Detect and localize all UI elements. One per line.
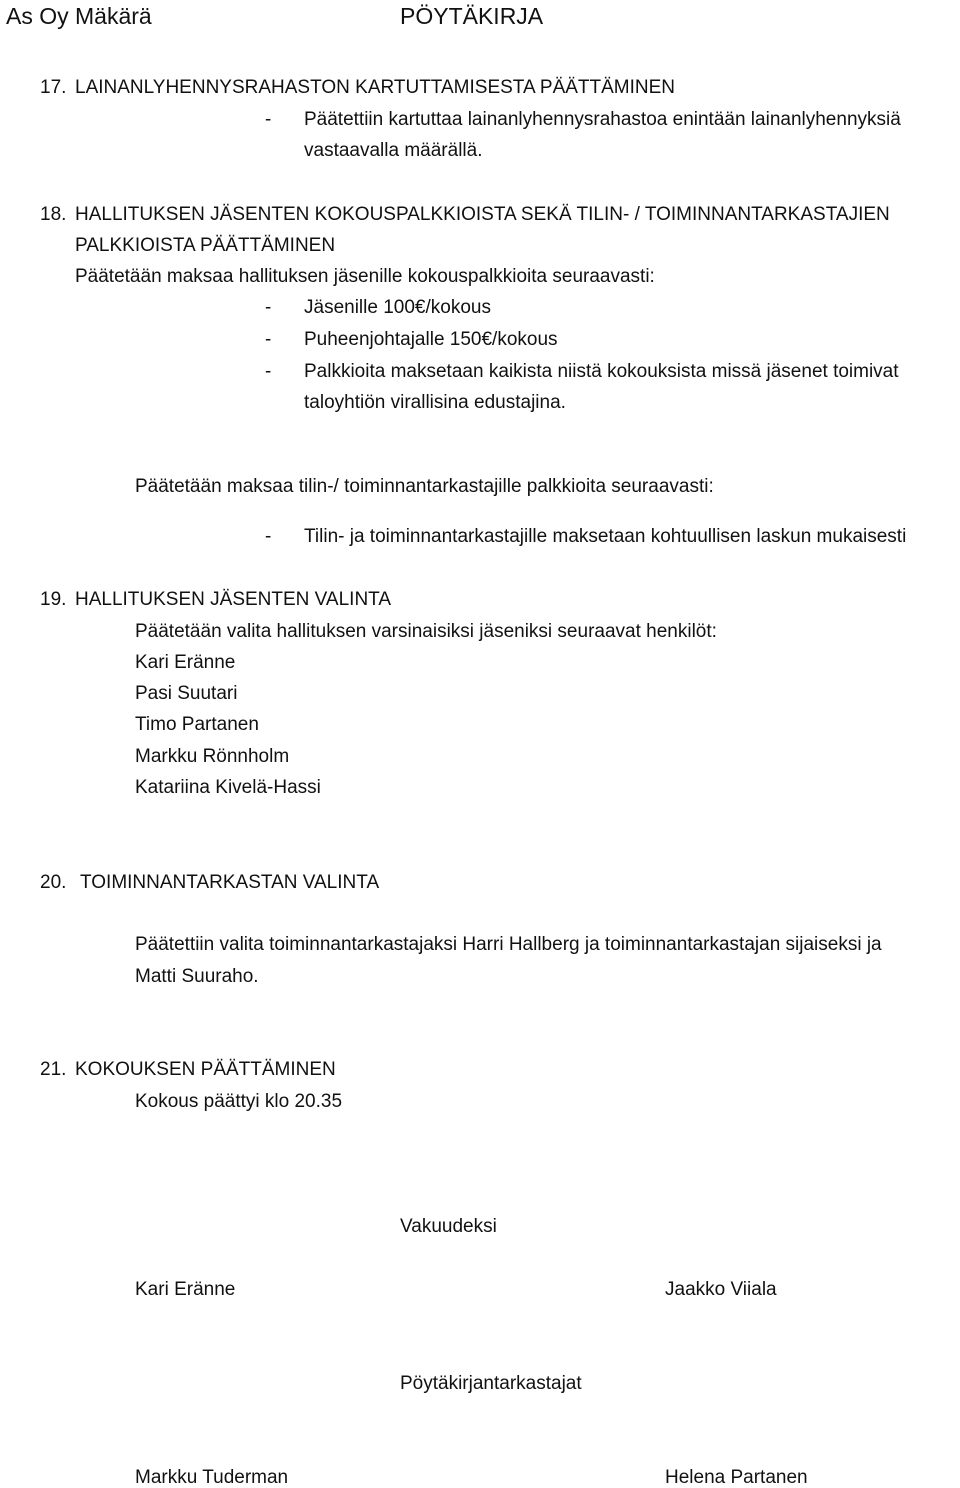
section-title: LAINANLYHENNYSRAHASTON KARTUTTAMISESTA PÄÄTTÄMINEN xyxy=(75,77,676,98)
section-title: HALLITUKSEN JÄSENTEN KOKOUSPALKKIOISTA SEKÄ TILIN- / TOIMINNANTARKASTAJIEN xyxy=(75,204,890,225)
bullet-text: Palkkioita maksetaan kaikista niistä kokouksista missä jäsenet toimivat xyxy=(304,361,899,382)
section-number: 17. xyxy=(40,77,67,98)
bullet-dash: - xyxy=(265,109,272,130)
section-title: HALLITUKSEN JÄSENTEN VALINTA xyxy=(75,589,392,610)
signatory-name: Jaakko Viiala xyxy=(665,1279,777,1300)
checkers-label: Pöytäkirjantarkastajat xyxy=(400,1373,582,1394)
bullet-text: Jäsenille 100€/kokous xyxy=(304,297,491,318)
bullet-text-continued: vastaavalla määrällä. xyxy=(304,140,483,161)
member-name: Markku Rönnholm xyxy=(135,746,290,767)
bullet-dash: - xyxy=(265,361,272,382)
checker-name: Helena Partanen xyxy=(665,1467,808,1488)
bullet-dash: - xyxy=(265,297,272,318)
section-title: KOKOUKSEN PÄÄTTÄMINEN xyxy=(75,1059,336,1080)
signatory-name: Kari Eränne xyxy=(135,1279,236,1300)
section-number: 19. xyxy=(40,589,67,610)
section-title: TOIMINNANTARKASTAN VALINTA xyxy=(80,872,380,893)
member-name: Kari Eränne xyxy=(135,652,236,673)
paragraph-intro: Päätetään valita hallituksen varsinaisiksi jäseniksi seuraavat henkilöt: xyxy=(135,621,717,642)
bullet-text: Puheenjohtajalle 150€/kokous xyxy=(304,329,558,350)
company-name: As Oy Mäkärä xyxy=(6,3,152,29)
paragraph-intro: Päätetään maksaa hallituksen jäsenille kokouspalkkioita seuraavasti: xyxy=(75,266,655,287)
bullet-text: Päätettiin kartuttaa lainanlyhennysrahastoa enintään lainanlyhennyksiä xyxy=(304,109,901,130)
section-number: 21. xyxy=(40,1059,67,1080)
paragraph: Päätettiin valita toiminnantarkastajaksi Harri Hallberg ja toiminnantarkastajan sijaiseksi ja xyxy=(135,934,882,955)
section-title-continued: PALKKIOISTA PÄÄTTÄMINEN xyxy=(75,235,336,256)
bullet-dash: - xyxy=(265,526,272,547)
section-number: 18. xyxy=(40,204,67,225)
paragraph: Kokous päättyi klo 20.35 xyxy=(135,1091,343,1112)
document-title: PÖYTÄKIRJA xyxy=(400,3,544,29)
checker-name: Markku Tuderman xyxy=(135,1467,289,1488)
section-number: 20. xyxy=(40,872,67,893)
vakuudeksi-label: Vakuudeksi xyxy=(400,1216,497,1237)
bullet-text-continued: taloyhtiön virallisina edustajina. xyxy=(304,392,566,413)
member-name: Katariina Kivelä-Hassi xyxy=(135,777,321,798)
member-name: Pasi Suutari xyxy=(135,683,238,704)
paragraph-intro: Päätetään maksaa tilin-/ toiminnantarkastajille palkkioita seuraavasti: xyxy=(135,476,714,497)
bullet-dash: - xyxy=(265,329,272,350)
member-name: Timo Partanen xyxy=(135,714,259,735)
paragraph-continued: Matti Suuraho. xyxy=(135,966,259,987)
bullet-text: Tilin- ja toiminnantarkastajille maksetaan kohtuullisen laskun mukaisesti xyxy=(304,526,907,547)
